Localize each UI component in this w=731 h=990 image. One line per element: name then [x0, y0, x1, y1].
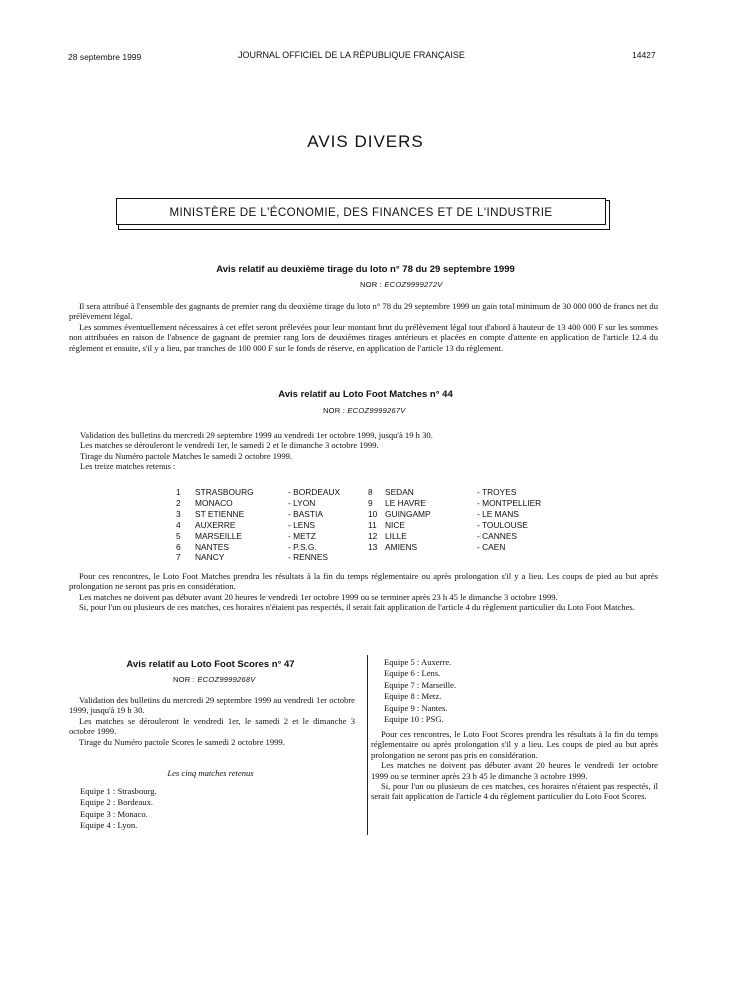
equipe-item: Equipe 10 : PSG. [384, 714, 444, 725]
match-away: - CAEN [477, 541, 506, 552]
match-away: - BORDEAUX [288, 487, 341, 497]
match-home: AMIENS [385, 541, 418, 552]
avis2-paragraph-2: Les matches ne doivent pas débuter avant 20 heures le vendredi 1er octobre 1999 ou se terminer après 23 h 45 le dimanche 3 octobre 1999. [79, 591, 558, 602]
avis1-nor-label: NOR : [360, 280, 383, 289]
avis2-title: Avis relatif au Loto Foot Matches n° 44 [278, 389, 453, 400]
match-number: 3 [176, 508, 181, 519]
avis2-line-1: Validation des bulletins du mercredi 29 septembre 1999 au vendredi 1er octobre 1999, jusqu'à 19 h 30. [80, 430, 433, 440]
match-number: 4 [176, 519, 181, 530]
match-row [368, 520, 541, 531]
match-home: ST ETIENNE [195, 508, 245, 519]
match-row [176, 552, 340, 563]
match-number: 10 [368, 508, 378, 519]
avis2-nor-code: ECOZ9999267V [347, 406, 406, 415]
ministry-title: MINISTÈRE DE L'ÉCONOMIE, DES FINANCES ET DE L'INDUSTRIE [169, 206, 553, 219]
match-number: 1 [176, 487, 181, 497]
avis3-paragraph-5: Les matches ne doivent pas débuter avant 20 heures le vendredi 1er octobre 1999 ou se terminer après 23 h 45 le dimanche 3 octobre 1999. [371, 760, 658, 781]
match-home: STRASBOURG [195, 487, 254, 497]
equipe-item: Equipe 6 : Lens. [384, 668, 441, 679]
equipes-list-left [80, 786, 157, 832]
match-away: - CANNES [477, 530, 518, 541]
equipe-item: Equipe 5 : Auxerre. [384, 657, 452, 667]
match-away: - LENS [288, 519, 315, 530]
match-number: 7 [176, 552, 181, 563]
match-away: - P.S.G. [288, 541, 317, 552]
match-number: 13 [368, 541, 378, 552]
match-row [176, 542, 340, 553]
avis2-intro [80, 430, 650, 472]
avis1-body [69, 301, 658, 353]
avis3-paragraph-1: Validation des bulletins du mercredi 29 septembre 1999 au vendredi 1er octobre 1999, jusqu'à 19 h 30. [69, 695, 355, 716]
equipe-item: Equipe 3 : Monaco. [80, 808, 148, 819]
avis3-subhead: Les cinq matches retenus [167, 768, 254, 778]
avis3-nor-code: ECOZ9999268V [197, 675, 256, 684]
match-away: - LE MANS [477, 508, 519, 519]
match-row [176, 531, 340, 542]
match-home: MARSEILLE [195, 530, 243, 541]
match-number: 12 [368, 530, 378, 541]
avis1-paragraph-2: Les sommes éventuellement nécessaires à cet effet seront prélevées pour leur montant brut du prélèvement légal tout d'abord à hauteur de 13 400 000 F sur les sommes non attribuées en raison de l'absence de gagnant de premier rang lors de deuxièmes tirages antérieurs et placées en compte d'attente en application de l'article 12.4 du règlement et ensuite, s'il y a lieu, par tranches de 100 000 F sur le fonds de réserve, en application de l'article 13 du règlement. [69, 321, 658, 353]
match-row [176, 520, 340, 531]
equipe-item: Equipe 8 : Metz. [384, 691, 442, 702]
column-divider [367, 655, 368, 835]
match-number: 2 [176, 497, 181, 508]
match-home: SEDAN [385, 487, 414, 497]
matches-table-left [176, 487, 340, 563]
match-row [368, 531, 541, 542]
match-home: LE HAVRE [385, 497, 426, 508]
match-number: 5 [176, 530, 181, 541]
avis1-title: Avis relatif au deuxième tirage du loto n° 78 du 29 septembre 1999 [216, 264, 515, 275]
avis3-paragraph-4: Pour ces rencontres, le Loto Foot Scores prendra les résultats à la fin du temps réglementaire ou après prolongation s'il y a lieu. Les coups de pied au but après prolongation ne seront pas pris en considération. [371, 729, 658, 760]
header-date: 28 septembre 1999 [68, 52, 142, 62]
matches-table-right [368, 487, 541, 552]
match-row [176, 498, 340, 509]
match-number: 8 [368, 487, 373, 497]
match-away: - TOULOUSE [477, 519, 528, 530]
match-home: NANCY [195, 552, 225, 563]
match-away: - METZ [288, 530, 316, 541]
avis2-line-3: Tirage du Numéro pactole Matches le samedi 2 octobre 1999. [80, 450, 293, 461]
header-page-number: 14427 [632, 50, 656, 60]
match-away: - MONTPELLIER [477, 497, 542, 508]
match-row [368, 542, 541, 553]
match-home: AUXERRE [195, 519, 236, 530]
match-home: GUINGAMP [385, 508, 431, 519]
avis3-intro [69, 695, 355, 747]
header-journal: JOURNAL OFFICIEL DE LA RÉPUBLIQUE FRANÇAISE [238, 50, 465, 60]
avis2-paragraph-3: Si, pour l'un ou plusieurs de ces matches, ces horaires n'étaient pas respectés, il serait fait application de l'article 4 du règlement particulier du Loto Foot Matches. [79, 602, 635, 613]
match-away: - TROYES [477, 487, 517, 497]
avis3-title: Avis relatif au Loto Foot Scores n° 47 [126, 659, 295, 670]
equipe-item: Equipe 9 : Nantes. [384, 702, 448, 713]
match-home: NICE [385, 519, 406, 530]
match-home: LILLE [385, 530, 407, 541]
match-number: 11 [368, 519, 377, 530]
avis1-nor-code: ECOZ9999272V [384, 280, 443, 289]
equipe-item: Equipe 4 : Lyon. [80, 820, 138, 831]
avis1-nor [360, 280, 443, 289]
equipes-list-right [384, 657, 456, 725]
match-row [368, 487, 541, 498]
avis3-body [371, 729, 658, 802]
match-row [176, 487, 340, 498]
avis3-nor-label: NOR : [173, 675, 196, 684]
avis3-paragraph-3: Tirage du Numéro pactole Scores le samedi 2 octobre 1999. [79, 736, 285, 747]
match-away: - BASTIA [288, 508, 323, 519]
match-row [368, 509, 541, 520]
match-number: 9 [368, 497, 373, 508]
avis3-nor [173, 675, 256, 684]
match-away: - RENNES [288, 552, 329, 563]
avis2-nor [323, 406, 406, 415]
avis1-paragraph-1: Il sera attribué à l'ensemble des gagnants de premier rang du deuxième tirage du loto n° 78 du 29 septembre 1999 un gain total minimum de 30 000 000 de francs net du prélèvement légal. [69, 301, 658, 322]
equipe-item: Equipe 7 : Marseille. [384, 679, 457, 690]
equipe-item: Equipe 2 : Bordeaux. [80, 797, 154, 808]
match-row [176, 509, 340, 520]
avis2-body [69, 571, 658, 613]
match-home: MONACO [195, 497, 233, 508]
match-home: NANTES [195, 541, 229, 552]
avis2-paragraph-1: Pour ces rencontres, le Loto Foot Matches prendra les résultats à la fin du temps réglementaire ou après prolongation s'il y a lieu. Les coups de pied au but après prolongation ne seront pas pris en considération. [69, 571, 658, 592]
match-number: 6 [176, 541, 181, 552]
match-away: - LYON [288, 497, 316, 508]
avis2-line-4: Les treize matches retenus : [80, 461, 176, 472]
equipe-item: Equipe 1 : Strasbourg. [80, 786, 157, 796]
avis2-nor-label: NOR : [323, 406, 346, 415]
avis2-line-2: Les matches se dérouleront le vendredi 1er, le samedi 2 et le dimanche 3 octobre 1999. [80, 440, 379, 451]
avis3-paragraph-6: Si, pour l'un ou plusieurs de ces matches, ces horaires n'étaient pas respectés, il serait fait application de l'article 4 du règlement particulier du Loto Foot Scores. [371, 781, 658, 802]
ministry-box [118, 200, 610, 230]
avis3-paragraph-2: Les matches se dérouleront le vendredi 1er, le samedi 2 et le dimanche 3 octobre 1999. [69, 715, 355, 737]
match-row [368, 498, 541, 509]
section-title: AVIS DIVERS [307, 132, 424, 151]
